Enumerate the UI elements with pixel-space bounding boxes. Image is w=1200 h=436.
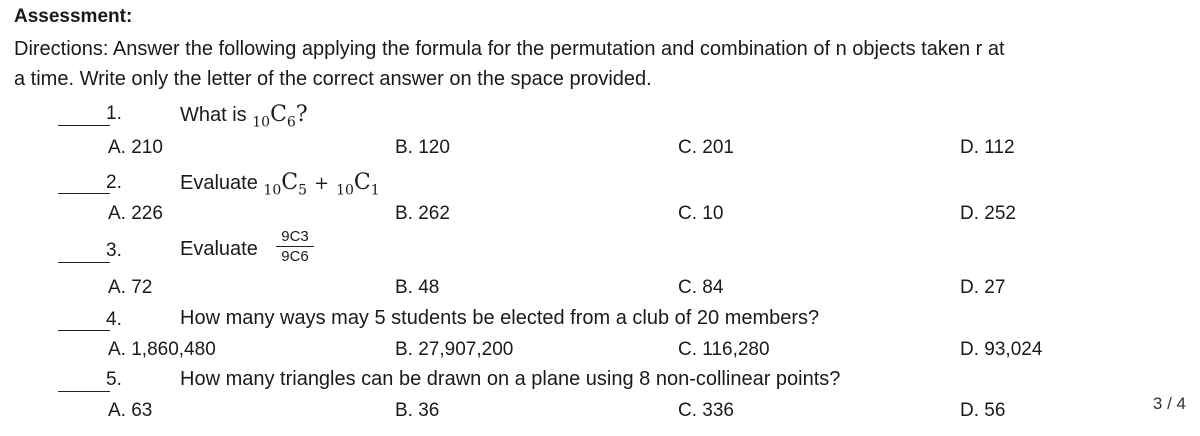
fraction-numerator: 9C3	[281, 228, 309, 245]
option-2b: B. 262	[395, 203, 450, 224]
option-4b: B. 27,907,200	[395, 339, 514, 360]
directions-line-1: Directions: Answer the following applying the formula for the permutation and combination of n objects taken r at	[14, 38, 1005, 60]
option-4d: D. 93,024	[960, 339, 1043, 360]
option-4c: C. 116,280	[678, 339, 770, 360]
option-1b: B. 120	[395, 137, 450, 158]
option-1d: D. 112	[960, 137, 1015, 158]
question-number-3: 3.	[106, 240, 122, 261]
option-1c: C. 201	[678, 137, 734, 158]
option-5b: B. 36	[395, 400, 440, 421]
option-2d: D. 252	[960, 203, 1016, 224]
question-5-text: How many triangles can be drawn on a plane using 8 non-collinear points?	[180, 368, 841, 390]
option-5d: D. 56	[960, 400, 1006, 421]
option-5c: C. 336	[678, 400, 734, 421]
option-1a: A. 210	[108, 137, 163, 158]
fraction-denominator: 9C6	[281, 248, 309, 265]
question-number-5: 5.	[106, 369, 122, 390]
answer-blank-3[interactable]	[58, 262, 110, 263]
question-number-4: 4.	[106, 309, 122, 330]
directions-line-2: a time. Write only the letter of the correct answer on the space provided.	[14, 68, 652, 90]
answer-blank-1[interactable]	[58, 125, 110, 126]
question-4-text: How many ways may 5 students be elected from a club of 20 members?	[180, 307, 820, 329]
assessment-heading: Assessment:	[14, 6, 133, 27]
option-3c: C. 84	[678, 277, 724, 298]
question-3-prefix: Evaluate	[180, 238, 258, 260]
answer-blank-4[interactable]	[58, 330, 110, 331]
fraction-expression	[276, 228, 314, 265]
question-2-prefix: Evaluate	[180, 172, 258, 194]
option-2c: C. 10	[678, 203, 724, 224]
answer-blank-5[interactable]	[58, 391, 110, 392]
fraction-bar	[276, 246, 314, 247]
combination-sum-expression: $_{10}C_5 + _{10}C_1$	[263, 170, 380, 199]
option-3b: B. 48	[395, 277, 440, 298]
option-2a: A. 226	[108, 203, 163, 224]
question-1	[180, 102, 308, 130]
answer-blank-2[interactable]	[58, 193, 110, 194]
question-1-prefix: What is	[180, 104, 247, 126]
combination-expression: $_{10}C_6$?	[252, 102, 308, 131]
option-5a: A. 63	[108, 400, 153, 421]
page-number: 3 / 4	[1152, 394, 1186, 413]
option-3a: A. 72	[108, 277, 153, 298]
question-number-2: 2.	[106, 172, 122, 193]
option-3d: D. 27	[960, 277, 1006, 298]
question-2	[180, 170, 380, 198]
question-number-1: 1.	[106, 103, 122, 124]
option-4a: A. 1,860,480	[108, 339, 216, 360]
